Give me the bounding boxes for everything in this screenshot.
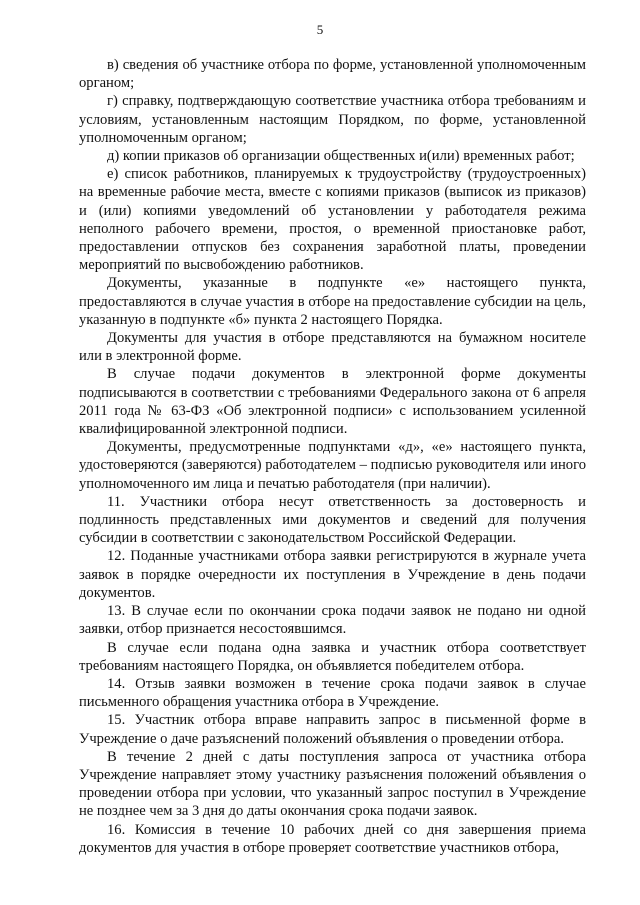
paragraph-clause-14: 14. Отзыв заявки возможен в течение срока подачи заявок в случае письменного обращения участника отбора в Учреждение. xyxy=(79,675,586,711)
paragraph-single-application: В случае если подана одна заявка и участник отбора соответствует требованиям настоящего Порядка, он объявляется победителем отбора. xyxy=(79,639,586,674)
paragraph-clause-12: 12. Поданные участниками отбора заявки регистрируются в журнале учета заявок в порядке очередности их поступления в Учреждение в день подачи документов. xyxy=(79,548,586,601)
paragraph-clause-15: 15. Участник отбора вправе направить запрос в письменной форме в Учреждение о даче разъяснений положений объявления о проведении отбора. xyxy=(79,712,586,747)
paragraph-documents-e: Документы, указанные в подпункте «е» настоящего пункта, предоставляются в случае участия в отборе на предоставление субсидии на цель, указанную в подпункте «б» пункта 2 настоящего Порядка. xyxy=(79,275,586,328)
paragraph-electronic-signature: В случае подачи документов в электронной форме документы подписываются в соответствии с требованиями Федерального закона от 6 апреля 2011 года № 63-ФЗ «Об электронной подписи» с использованием усиленной квалифицированной электронной подписи. xyxy=(79,366,586,438)
paragraph-item-g: г) справку, подтверждающую соответствие участника отбора требованиям и условиям, установленным настоящим Порядком, по форме, установленной уполномоченным органом; xyxy=(79,93,586,146)
paragraph-documents-form: Документы для участия в отборе представляются на бумажном носителе или в электронной форме. xyxy=(79,330,586,365)
paragraph-item-v: в) сведения об участнике отбора по форме, установленной уполномоченным органом; xyxy=(79,57,586,92)
paragraph-clause-11: 11. Участники отбора несут ответственность за достоверность и подлинность представленных ими документов и сведений для получения субсидии в соответствии с законодательством Российской Федерации. xyxy=(79,493,586,547)
paragraph-clarification-term: В течение 2 дней с даты поступления запроса от участника отбора Учреждение направляет этому участнику разъяснения положений объявления о проведении отбора при условии, что указанный запрос поступил в Учреждение не позднее чем за 3 дня до даты окончания срока подачи заявок. xyxy=(79,748,586,820)
page-number: 5 xyxy=(316,22,324,37)
paragraph-item-e: е) список работников, планируемых к трудоустройству (трудоустроенных) на временные рабочие места, вместе с копиями приказов (выписок из приказов) и (или) копиями уведомлений об установлении у работодателя режима неполного рабочего времени, простоя, о временной приостановке работ, предоставлении отпусков без сохранения заработной платы, проведении мероприятий по высвобождению работников. xyxy=(79,166,586,274)
paragraph-clause-13: 13. В случае если по окончании срока подачи заявок не подано ни одной заявки, отбор признается несостоявшимся. xyxy=(79,603,586,638)
paragraph-documents-certified: Документы, предусмотренные подпунктами «д», «е» настоящего пункта, удостоверяются (заверяются) работодателем – подписью руководителя или иного уполномоченного им лица и печатью работодателя (при наличии). xyxy=(79,439,586,492)
paragraph-clause-16: 16. Комиссия в течение 10 рабочих дней со дня завершения приема документов для участия в отборе проверяет соответствие участников отбора, xyxy=(79,821,586,856)
paragraph-item-d: д) копии приказов об организации общественных и(или) временных работ; xyxy=(107,148,575,165)
document-body xyxy=(79,56,586,857)
